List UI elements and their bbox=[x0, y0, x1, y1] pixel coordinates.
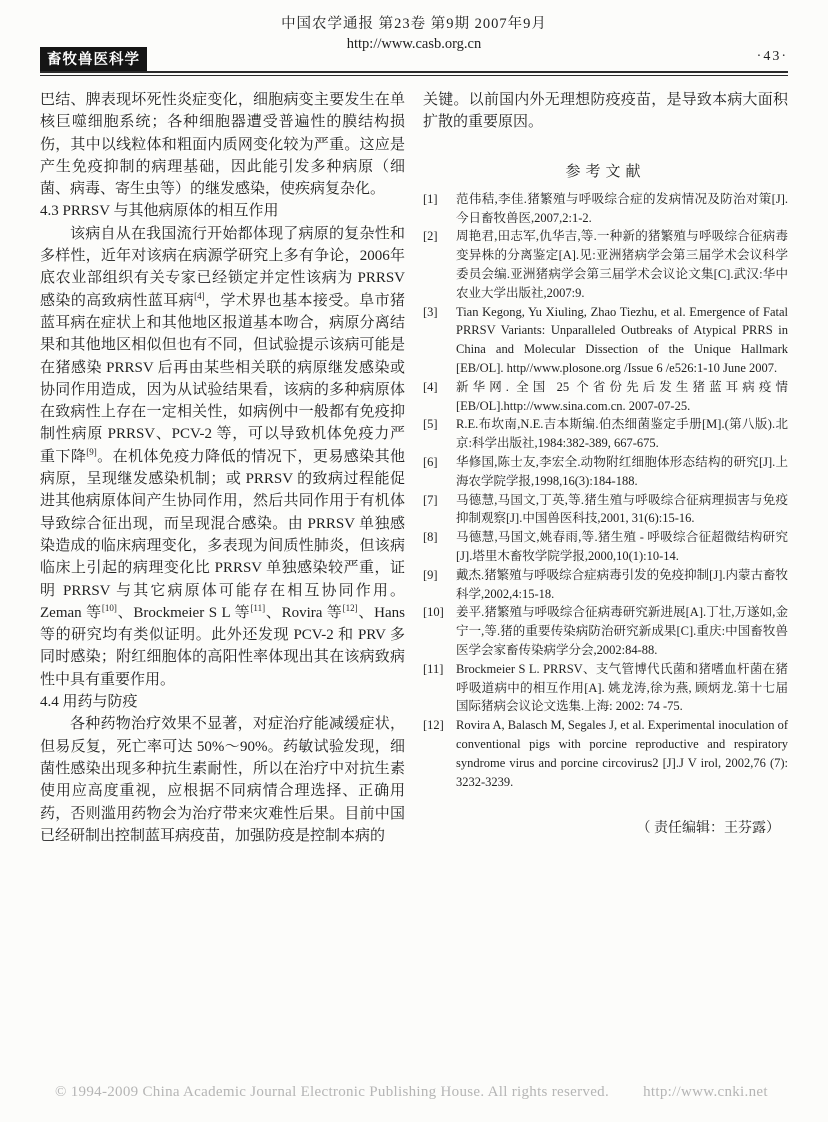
reference-text: Brockmeier S L. PRRSV、支气管博代氏菌和猪嗜血杆菌在猪呼吸道病中的相互作用[A]. 姚龙涛,徐为燕, 顾炳龙.第十七届国际猪病会议论文选集.上海: 2002: 74 -75. bbox=[456, 661, 788, 714]
reference-item bbox=[423, 227, 788, 302]
reference-number: [4] bbox=[423, 379, 438, 394]
reference-item bbox=[423, 453, 788, 491]
reference-text: Rovira A, Balasch M, Segales J, et al. Experimental inoculation of conventional pigs with porcine reproductive and respiratory syndrome virus and porcine circovirus2 [J].J V irol, 2002,76 (7): 3232-3239. bbox=[456, 718, 788, 789]
reference-number: [6] bbox=[423, 455, 438, 470]
journal-title-line: 中国农学通报 第23卷 第9期 2007年9月 bbox=[281, 16, 547, 32]
reference-item bbox=[423, 660, 788, 716]
reference-item bbox=[423, 566, 788, 604]
reference-item bbox=[423, 603, 788, 659]
page-header bbox=[0, 0, 828, 78]
reference-number: [10] bbox=[423, 605, 444, 620]
reference-number: [2] bbox=[423, 229, 438, 244]
right-column-intro bbox=[423, 89, 788, 134]
citation-superscript: [9] bbox=[86, 446, 97, 457]
body-paragraph: 该病自从在我国流行开始都体现了病原的复杂性和多样性，近年对该病在病源学研究上多有争论，2006年底农业部组织有关专家已经锁定并定性该病为 PRRSV 感染的高致病性蓝耳病[4]，学术界也基本接受。阜市猪蓝耳病在症状上和其他地区报道基本吻合，病原分离结果和其他地区相似但也有不同，但试验提示该病可能是在猪感染 PRRSV 后再由某些相关联的病原继发感染或协同作用造成，因为从试验结果看，该病的多种病原体在致病性上存在一定相关性，如病例中一般都有免疫抑制性病原 PRRSV、PCV-2 等，可以导致机体免疫力严重下降[9]。在机体免疫力降低的情况下，更易感染其他病原，呈现继发感染机制；或 PRRSV 的致病过程能促进其他病原体间产生协同作用，然后共同作用于有机体导致综合征出现，而呈现混合感染。由 PRRSV 单独感染造成的临床病理变化，多表现为间质性肺炎，但该病临床上引起的病理变化比 PRRSV 单独感染较严重，证明 PRRSV 与其它病原体可能存在相互协同作用。Zeman 等[10]、Brockmeier S L 等[11]、Rovira 等[12]、Hans 等的研究均有类似证明。此外还发现 PCV-2 和 PRV 多同时感染；附红细胞体的高阳性率体现出其在该病致病性中具有重要作用。 bbox=[40, 225, 405, 688]
editor-note: （ 责任编辑：王芬露） bbox=[636, 821, 780, 837]
reference-text: 马德慧,马国文,姚春雨,等.猪生殖 - 呼吸综合征超微结构研究[J].塔里木畜牧学院学报,2000,10(1):10-14. bbox=[456, 530, 788, 564]
reference-text: Tian Kegong, Yu Xiuling, Zhao Tiezhu, et al. Emergence of Fatal PRRSV Variants: Unparalleled Outbreaks of Atypical PRRS in China and Molecular Dissection of the Unique Hallmark [EB/OL]. http//www.plosone.org /Issue 6 /e526:1-10 June 2007. bbox=[456, 304, 788, 376]
reference-item bbox=[423, 303, 788, 378]
page-number: ·43· bbox=[756, 49, 788, 64]
header-double-rule bbox=[40, 71, 788, 76]
citation-superscript: [10] bbox=[101, 602, 117, 613]
reference-text: 姜平.猪繁殖与呼吸综合征病毒研究新进展[A].丁壮,万遂如,金宁一,等.猪的重要传染病防治研究新成果[C].重庆:中国畜牧兽医学会家畜传染病学分会,2002:84-88. bbox=[456, 605, 788, 658]
reference-text: R.E.布坎南,N.E.吉本斯编.伯杰细菌鉴定手册[M].(第八版).北京:科学出版社,1984:382-389, 667-675. bbox=[456, 417, 788, 451]
reference-item bbox=[423, 415, 788, 453]
two-column-body bbox=[0, 78, 828, 847]
citation-superscript: [4] bbox=[194, 290, 205, 301]
reference-item bbox=[423, 491, 788, 529]
reference-number: [12] bbox=[423, 718, 444, 733]
body-paragraph: 巴结、脾表现坏死性炎症变化，细胞病变主要发生在单核巨噬细胞系统；各种细胞器遭受普遍性的膜结构损伤，其中以线粒体和粗面内质网变化较为严重。这应是产生免疫抑制的病理基础，因此能引发多种病原（细菌、病毒、寄生虫等）的继发感染，使疾病复杂化。 bbox=[40, 92, 405, 198]
reference-text: 范伟秸,李佳.猪繁殖与呼吸综合症的发病情况及防治对策[J].今日畜牧兽医,2007,2:1-2. bbox=[456, 191, 788, 225]
page-footer bbox=[55, 1084, 768, 1101]
reference-number: [11] bbox=[423, 661, 444, 676]
citation-superscript: [12] bbox=[342, 602, 358, 613]
body-paragraph: 关键。以前国内外无理想防疫疫苗，是导致本病大面积扩散的重要原因。 bbox=[423, 92, 788, 131]
journal-url: http://www.casb.org.cn bbox=[346, 36, 482, 52]
reference-number: [7] bbox=[423, 492, 438, 507]
reference-text: 周艳君,田志军,仇华吉,等.一种新的猪繁殖与呼吸综合征病毒变异株的分离鉴定[A].见:亚洲猪病学会第三届学术会议科学委员会编.亚洲猪病学会第三届学术会议论文集[C].武汉:华中农业大学出版社,2007:9. bbox=[456, 229, 788, 300]
references-list bbox=[423, 190, 788, 792]
body-paragraph: 各种药物治疗效果不显著，对症治疗能减缓症状，但易反复，死亡率可达 50%～90%。药敏试验发现，细菌性感染出现多种抗生素耐性，所以在治疗中对抗生素使用应高度重视，应根据不同病情合理选择、正确用药，否则滥用药物会为治疗带来灾难性后果。目前中国已经研制出控制蓝耳病疫苗，加强防疫是控制本病的 bbox=[40, 716, 405, 844]
reference-number: [9] bbox=[423, 567, 438, 582]
reference-text: 戴杰.猪繁殖与呼吸综合症病毒引发的免疫抑制[J].内蒙古畜牧科学,2002,4:15-18. bbox=[456, 567, 788, 601]
reference-item bbox=[423, 528, 788, 566]
references-title: 参考文献 bbox=[565, 163, 646, 180]
footer-copyright: © 1994-2009 China Academic Journal Electronic Publishing House. All rights reserved. bbox=[55, 1084, 610, 1100]
section-heading: 4.3 PRRSV 与其他病原体的相互作用 bbox=[40, 203, 279, 220]
right-column bbox=[423, 89, 788, 847]
reference-item bbox=[423, 190, 788, 228]
footer-url: http://www.cnki.net bbox=[643, 1084, 768, 1100]
reference-number: [3] bbox=[423, 304, 438, 319]
section-badge: 畜牧兽医科学 bbox=[40, 47, 147, 72]
reference-number: [1] bbox=[423, 191, 438, 206]
section-heading: 4.4 用药与防疫 bbox=[40, 694, 138, 711]
left-column bbox=[40, 89, 405, 847]
reference-item bbox=[423, 378, 788, 416]
reference-number: [8] bbox=[423, 530, 438, 545]
reference-number: [5] bbox=[423, 417, 438, 432]
reference-text: 马德慧,马国文,丁英,等.猪生殖与呼吸综合征病理损害与免疫抑制观察[J].中国兽医科技,2001, 31(6):15-16. bbox=[456, 492, 788, 526]
reference-text: 华修国,陈士友,李宏全.动物附红细胞体形态结构的研究[J].上海农学院学报,1998,16(3):184-188. bbox=[456, 455, 788, 488]
reference-item bbox=[423, 716, 788, 791]
reference-text: 新华网. 全国 25 个省份先后发生猪蓝耳病疫情[EB/OL].http://www.sina.com.cn. 2007-07-25. bbox=[456, 379, 788, 413]
citation-superscript: [11] bbox=[250, 602, 266, 613]
